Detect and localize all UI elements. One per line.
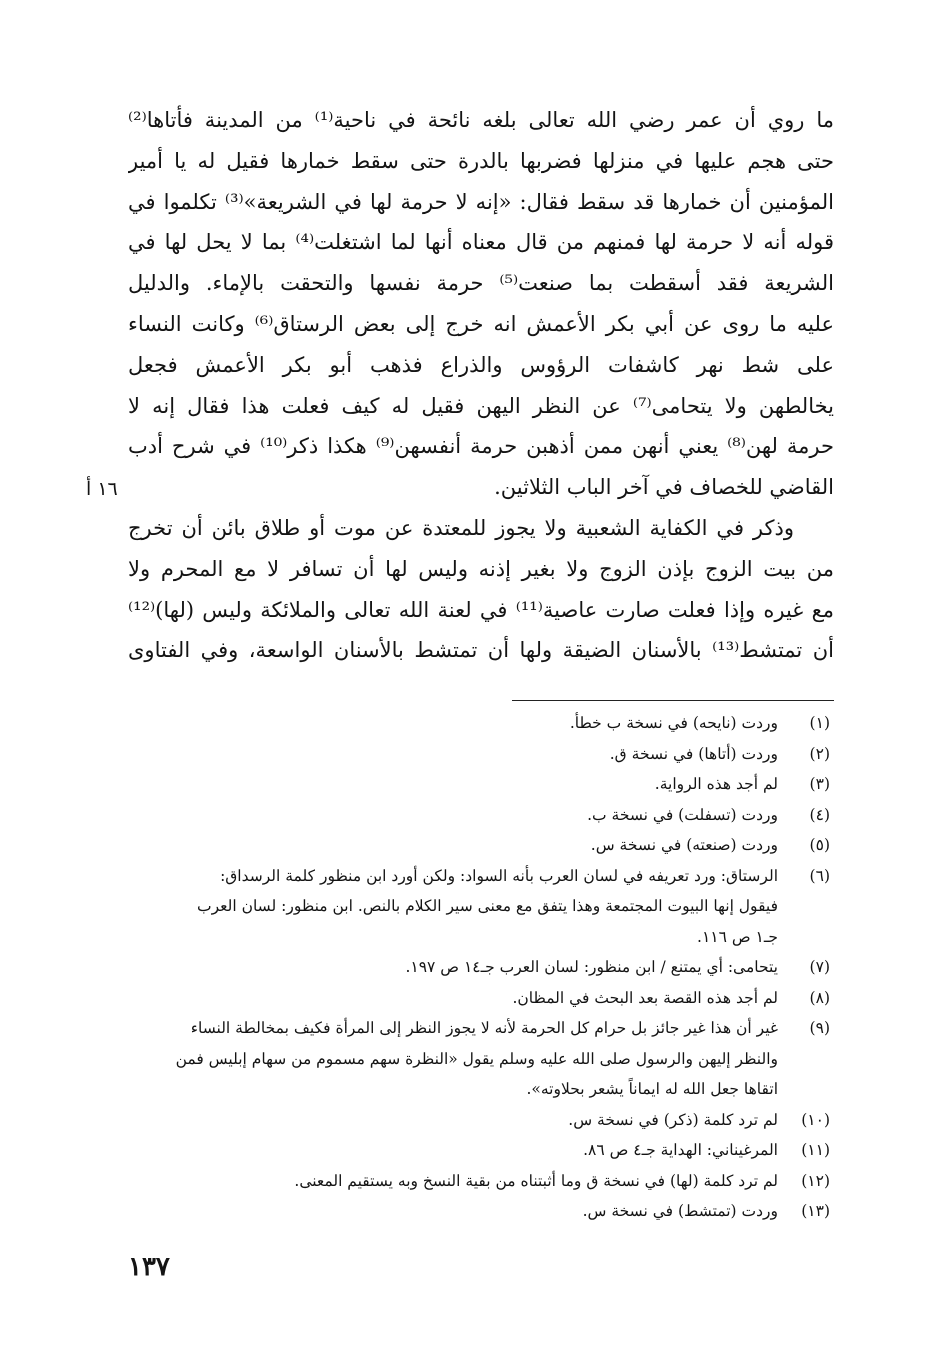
footnote-item [124, 1166, 830, 1197]
main-text-line: على شط نهر كاشفات الرؤوس والذراع فذهب أبو بكر الأعمش فجعل [128, 352, 834, 377]
footnote-item [124, 861, 830, 892]
main-text-line: المؤمنين أن خمارها قد سقط فقال: «إنه لا حرمة لها في الشريعة»⁽³⁾ تكلموا في [128, 189, 834, 214]
footnote-number: (٨) [809, 988, 830, 1007]
footnote-item [124, 952, 830, 983]
footnote-number: (٥) [809, 836, 830, 854]
footnote-text: وردت (أتاها) في نسخة ق. [609, 744, 778, 763]
footnote-item [124, 983, 830, 1014]
footnote-item [124, 1196, 830, 1227]
footnote-number: (٤) [809, 805, 830, 824]
footnote-number: (٩) [809, 1019, 830, 1037]
footnote-text: غير أن هذا غير جائز بل حرام كل الحرمة لأنه لا يجوز النظر إلى المرأة فكيف بمخالطة النساء [190, 1019, 778, 1037]
footnote-number: (١٢) [801, 1171, 830, 1190]
main-text-line: من بيت الزوج بإذن الزوج ولا بغير إذنه وليس لها أن تسافر لا مع المحرم ولا [128, 556, 834, 581]
footnote-text: لم ترد كلمة (ذكر) في نسخة س. [568, 1110, 778, 1129]
footnote-text: وردت (تسفلت) في نسخة ب. [587, 805, 778, 824]
main-text-line: الشريعة فقد أسقطت بما صنعت⁽⁵⁾ حرمة نفسها والتحقت بالإماء. والدليل [128, 271, 834, 296]
footnote-text: يتحامى: أي يمتنع / ابن منظور: لسان العرب جـ١٤ ص ١٩٧. [405, 958, 778, 976]
footnote-item [124, 1013, 830, 1044]
main-text-line: قوله أنه لا حرمة لها فمنهم من قال معناه أنها لما اشتغلت⁽⁴⁾ بما لا يحل لها في [128, 230, 834, 255]
page-number: ١٣٧ [128, 1252, 170, 1282]
footnote-item [124, 708, 830, 739]
main-text-line: القاضي للخصاف في آخر الباب الثلاثين. [494, 475, 834, 500]
footnote-text: والنظر إليهن والرسول صلى الله عليه وسلم يقول «النظرة سهم مسموم من سهام إبليس فمن [175, 1049, 778, 1068]
footnote-number: (١) [809, 714, 830, 732]
footnote-text: اتقاها جعل الله له ايماناً يشعر بحلاوته». [526, 1080, 778, 1098]
footnote-continuation [124, 891, 830, 922]
footnote-text: فيقول إنها البيوت المجتمعة وهذا يتفق مع معنى سير الكلام بالنص. ابن منظور: لسان العرب [197, 897, 778, 915]
footnote-number: (٢) [809, 744, 830, 763]
margin-folio-note: ١٦ أ [86, 478, 118, 500]
footnote-number: (٣) [809, 775, 830, 793]
footnotes-block [124, 708, 830, 1227]
footnote-text: الرستاق: ورد تعريفه في لسان العرب بأنه السواد: ولكن أورد ابن منظور كلمة الرسداق: [220, 866, 778, 885]
main-text-line: حرمة لهن⁽⁸⁾ يعني أنهن ممن أذهبن حرمة أنفسهن⁽⁹⁾ هكذا ذكر⁽¹⁰⁾ في شرح أدب [128, 434, 834, 459]
footnote-number: (٧) [809, 958, 830, 976]
footnote-text: وردت (نايحه) في نسخة ب خطأ. [569, 714, 778, 732]
footnote-continuation [124, 1044, 830, 1075]
footnote-item [124, 1135, 830, 1166]
footnote-item [124, 830, 830, 861]
main-text-line: وذكر في الكفاية الشعبية ولا يجوز للمعتدة عن موت أو طلاق بائن أن تخرج [128, 515, 794, 540]
footnote-number: (١٠) [801, 1110, 830, 1129]
footnote-continuation [124, 922, 830, 953]
footnote-text: لم ترد كلمة (لها) في نسخة ق وما أثبتناه من بقية النسخ وبه يستقيم المعنى. [294, 1171, 778, 1190]
main-text-block [128, 100, 834, 671]
main-text-line: مع غيره وإذا فعلت صارت عاصية⁽¹¹⁾ في لعنة الله تعالى والملائكة وليس (لها)⁽¹²⁾ [128, 597, 834, 622]
footnote-item [124, 769, 830, 800]
footnote-item [124, 739, 830, 770]
footnote-number: (٦) [809, 866, 830, 885]
main-text-line: حتى هجم عليها في منزلها فضربها بالدرة حتى سقط خمارها فقيل له يا أمير [128, 148, 834, 173]
footnote-text: لم أجد هذه الرواية. [654, 775, 778, 793]
footnote-text: جـ١ ص ١١٦. [697, 927, 778, 946]
main-text-line: أن تمتشط⁽¹³⁾ بالأسنان الضيقة ولها أن تمتشط بالأسنان الواسعة، وفي الفتاوى [128, 638, 834, 663]
footnote-number: (١٣) [801, 1202, 830, 1220]
footnote-text: وردت (صنعته) في نسخة س. [590, 836, 778, 854]
footnote-continuation [124, 1074, 830, 1105]
footnote-item [124, 800, 830, 831]
footnote-text: لم أجد هذه القصة بعد البحث في المظان. [512, 988, 778, 1007]
footnote-text: المرغيناني: الهداية جـ٤ ص ٨٦. [583, 1141, 778, 1159]
footnote-text: وردت (تمتشط) في نسخة س. [582, 1202, 778, 1220]
footnote-divider [512, 700, 834, 701]
main-text-line: يخالطهن ولا يتحامى⁽⁷⁾ عن النظر اليهن فقيل له كيف فعلت هذا فقال إنه لا [128, 393, 834, 418]
footnote-number: (١١) [801, 1141, 830, 1159]
main-text-line: ما روي أن عمر رضي الله تعالى بلغه نائحة في ناحية⁽¹⁾ من المدينة فأتاها⁽²⁾ [128, 108, 834, 132]
main-text-line: عليه ما روى عن أبي بكر الأعمش انه خرج إلى بعض الرستاق⁽⁶⁾ وكانت النساء [128, 311, 834, 336]
footnote-item [124, 1105, 830, 1136]
